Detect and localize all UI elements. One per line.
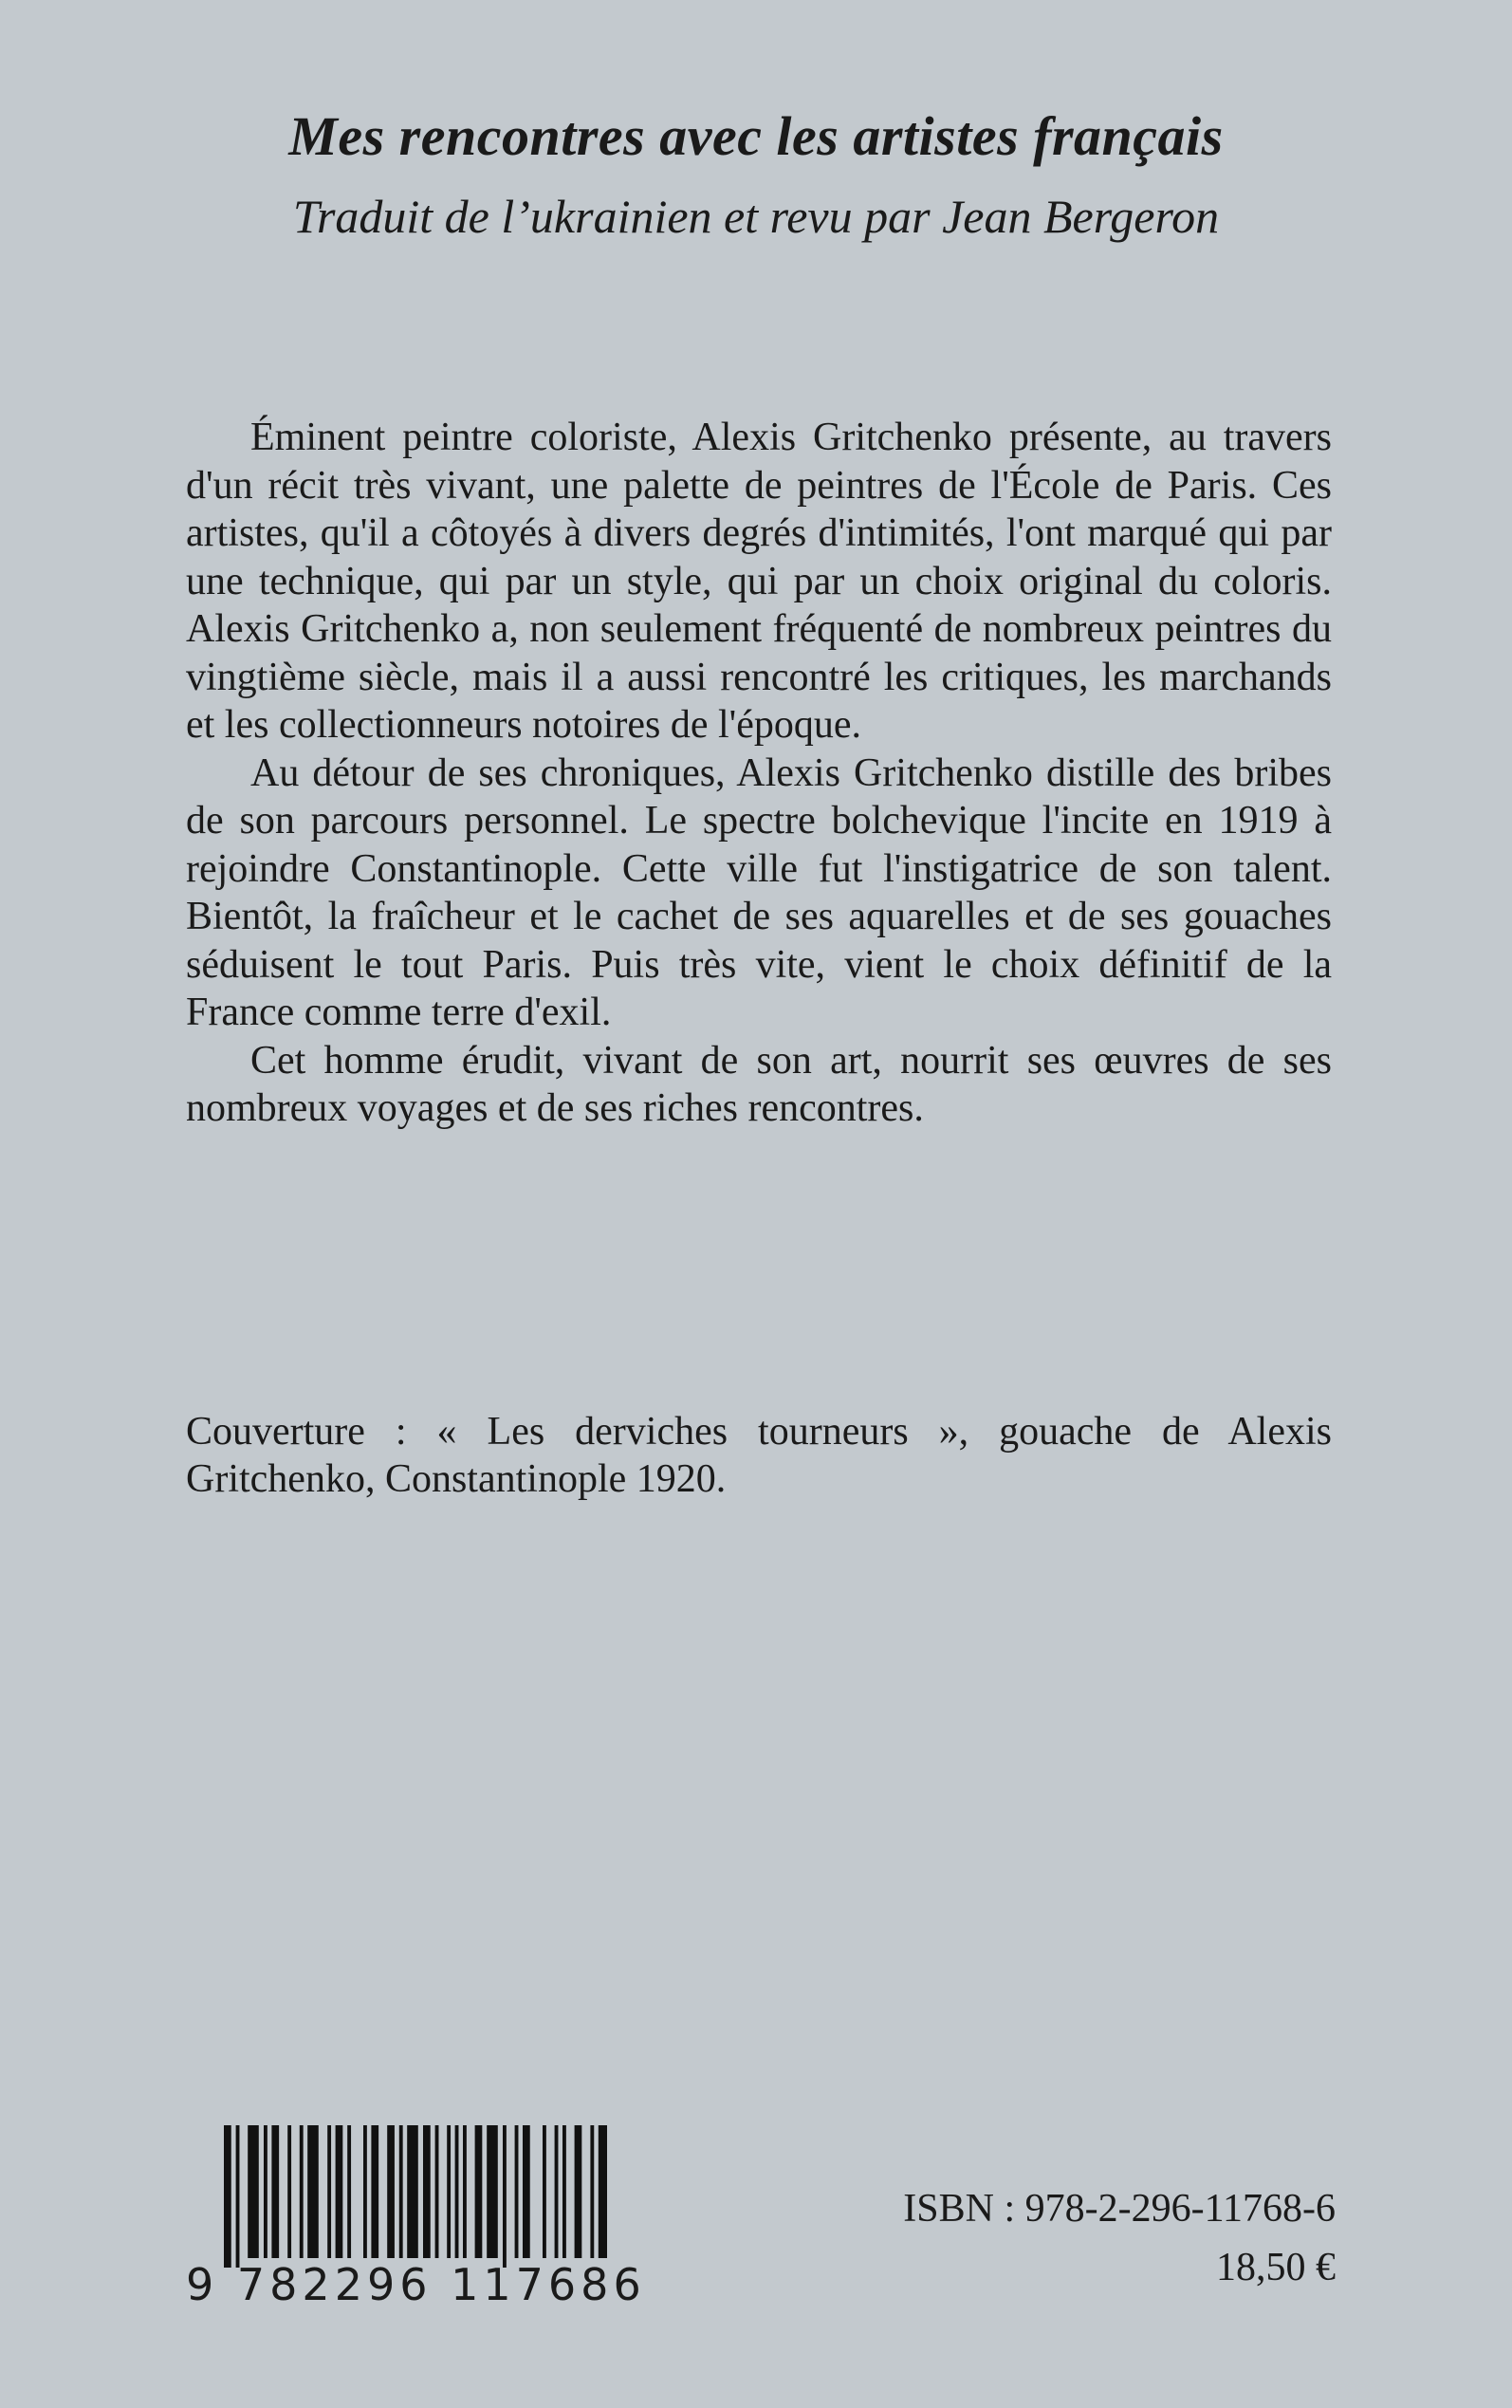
barcode-bar-22 — [487, 2125, 498, 2258]
barcode-bar-17 — [435, 2125, 439, 2258]
barcode-bar-18 — [447, 2125, 451, 2258]
barcode-bar-1 — [236, 2125, 240, 2268]
barcode-bar-8 — [327, 2125, 331, 2258]
barcode-bar-16 — [423, 2125, 431, 2258]
barcode-bar-2 — [248, 2125, 259, 2258]
barcode-bar-26 — [543, 2125, 546, 2258]
barcode-bar-19 — [455, 2125, 459, 2258]
barcode-bar-9 — [336, 2125, 343, 2258]
isbn-number: ISBN : 978-2-296-11768-6 — [903, 2187, 1336, 2231]
barcode-bar-24 — [515, 2125, 519, 2258]
barcode-bar-23 — [503, 2125, 507, 2268]
barcode-bar-29 — [575, 2125, 582, 2258]
barcode-bar-4 — [271, 2125, 279, 2258]
price-label: 18,50 € — [1216, 2246, 1336, 2289]
summary-paragraph-2: Au détour de ses chroniques, Alexis Gritchenko distille des bribes de son parcours personnel. Le spectre bolchevique l'incite en 1919 à rejoindre Constantinople. Cette ville fut l'instigatrice de son talent. Bientôt, la fraîcheur et le cachet de ses aquarelles et de ses gouaches séduisent le tout Paris. Puis très vite, vient le choix définitif de la France comme terre d'exil. — [186, 750, 1332, 1034]
book-subtitle: Traduit de l’ukrainien et revu par Jean Bergeron — [292, 190, 1220, 243]
barcode-bar-30 — [590, 2125, 594, 2258]
barcode-bar-12 — [371, 2125, 378, 2258]
barcode-bar-6 — [300, 2125, 304, 2258]
cover-caption: Couverture : « Les derviches tourneurs », gouache de Alexis Gritchenko, Constantinople 1920. — [186, 1410, 1332, 1501]
barcode-bar-3 — [264, 2125, 267, 2258]
barcode-bar-21 — [475, 2125, 483, 2258]
barcode-bar-28 — [562, 2125, 566, 2258]
barcode-bar-7 — [307, 2125, 319, 2258]
summary-text — [186, 414, 1332, 1133]
barcode-bar-15 — [407, 2125, 418, 2258]
barcode-bar-27 — [555, 2125, 559, 2258]
barcode-bars — [224, 2125, 607, 2268]
barcode-bar-5 — [287, 2125, 291, 2258]
barcode-bar-25 — [523, 2125, 530, 2258]
book-title: Mes rencontres avec les artistes français — [288, 105, 1224, 167]
barcode-bar-14 — [399, 2125, 403, 2258]
summary-paragraph-3: Cet homme érudit, vivant de son art, nourrit ses œuvres de ses nombreux voyages et de ses riches rencontres. — [186, 1038, 1332, 1130]
barcode-bar-0 — [224, 2125, 231, 2268]
summary-paragraph-1: Éminent peintre coloriste, Alexis Gritchenko présente, au travers d'un récit très vivant, une palette de peintres de l'École de Paris. Ces artistes, qu'il a côtoyés à divers degrés d'intimités, l'ont marqué qui par une technique, qui par un style, qui par un choix original du coloris. Alexis Gritchenko a, non seulement fréquenté de nombreux peintres du vingtième siècle, mais il a aussi rencontré les critiques, les marchands et les collectionneurs notoires de l'époque. — [186, 416, 1332, 747]
barcode-bar-10 — [347, 2125, 351, 2258]
barcode-bar-31 — [599, 2125, 607, 2258]
barcode-bar-20 — [463, 2125, 467, 2258]
barcode-bar-13 — [387, 2125, 395, 2258]
barcode-digits: 9 782296 117686 — [186, 2259, 646, 2310]
barcode-bar-11 — [363, 2125, 367, 2258]
barcode — [186, 2125, 646, 2310]
